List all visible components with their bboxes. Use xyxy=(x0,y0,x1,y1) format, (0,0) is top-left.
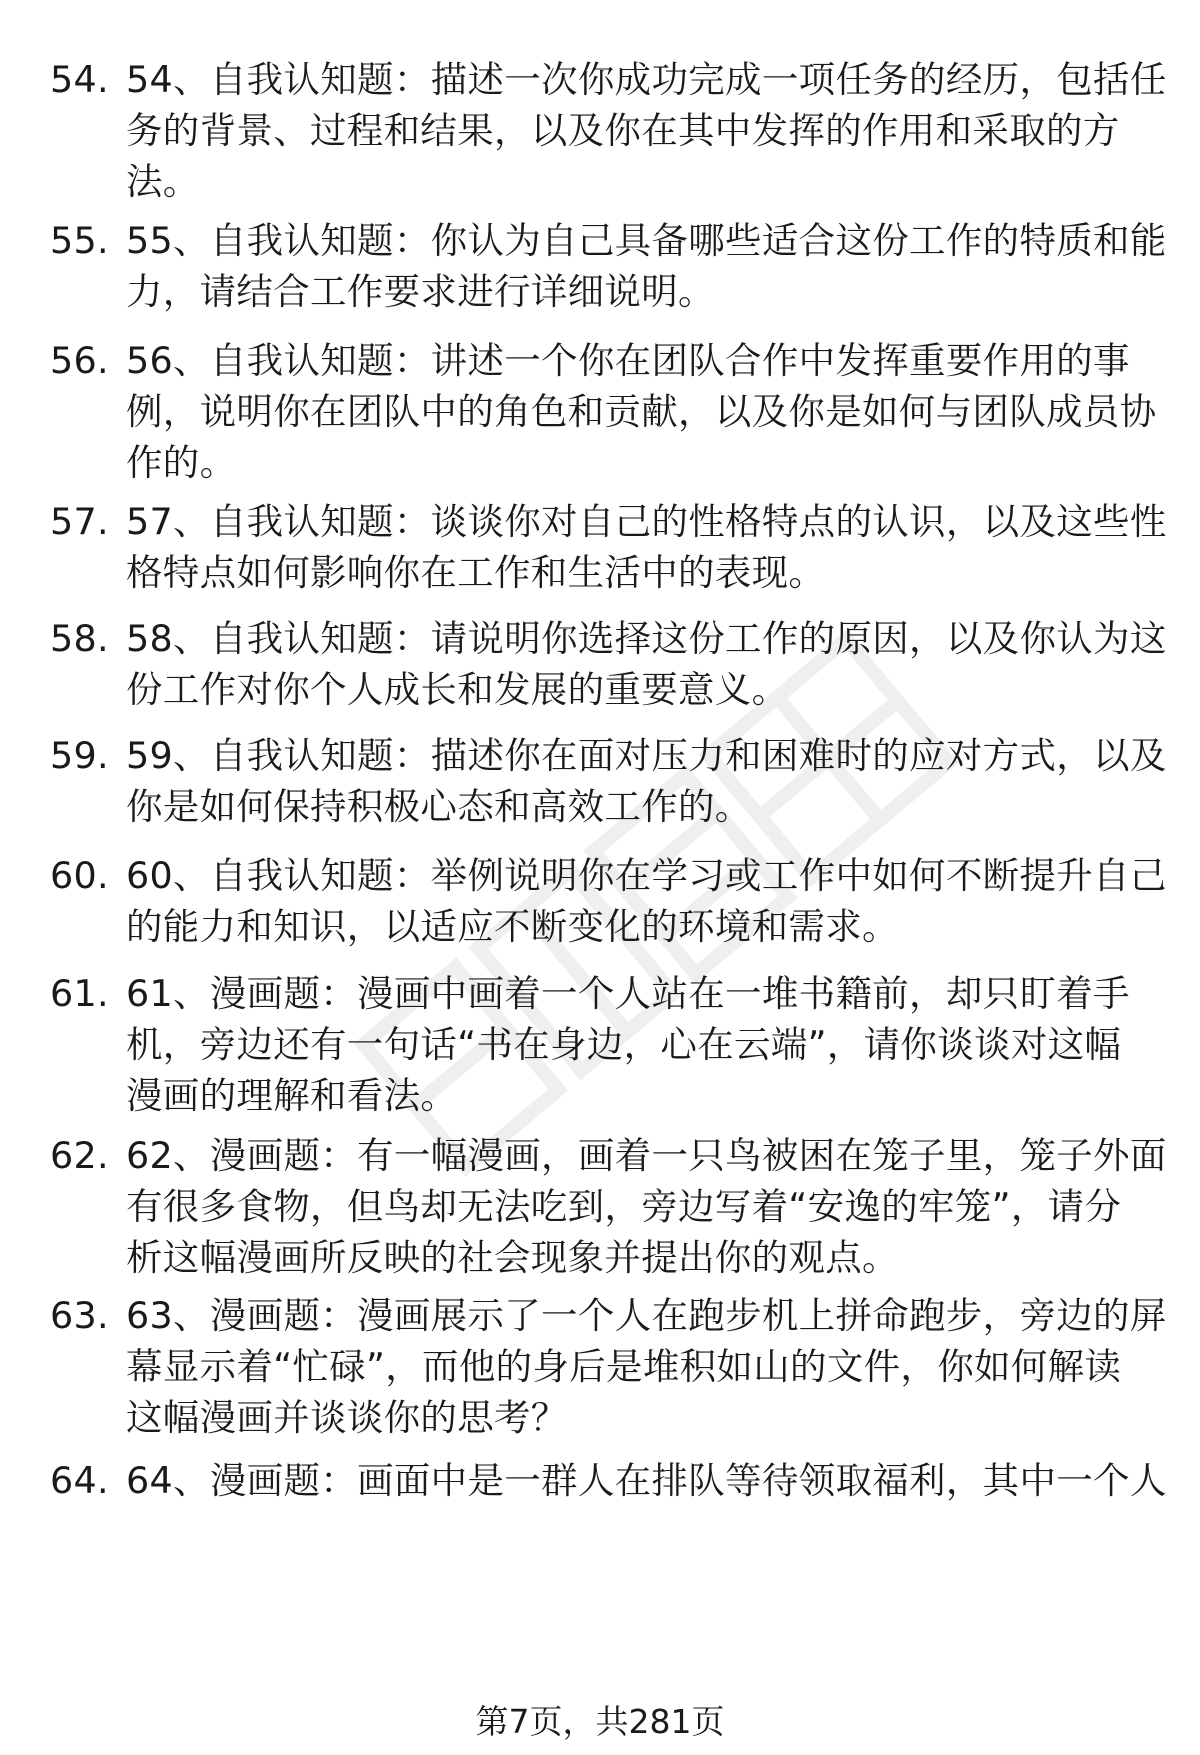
item-text: 56、自我认知题：讲述一个你在团队合作中发挥重要作用的事 例，说明你在团队中的角色和贡献，以及你是如何与团队成员协 作的。 xyxy=(126,339,1157,484)
item-number: 61. xyxy=(50,972,109,1015)
page-number-footer: 第7页，共281页 xyxy=(475,1702,725,1741)
item-number: 55. xyxy=(50,219,109,262)
item-text: 54、自我认知题：描述一次你成功完成一项任务的经历，包括任 务的背景、过程和结果，以及你在其中发挥的作用和采取的方 法。 xyxy=(126,58,1167,203)
item-text: 59、自我认知题：描述你在面对压力和困难时的应对方式，以及 你是如何保持积极心态和高效工作的。 xyxy=(126,734,1167,828)
item-text: 57、自我认知题：谈谈你对自己的性格特点的认识，以及这些性 格特点如何影响你在工作和生活中的表现。 xyxy=(126,500,1167,594)
item-number: 54. xyxy=(50,58,109,101)
item-text: 63、漫画题：漫画展示了一个人在跑步机上拼命跑步，旁边的屏 幕显示着“忙碌”，而他的身后是堆积如山的文件，你如何解读 这幅漫画并谈谈你的思考？ xyxy=(126,1294,1167,1439)
item-text: 58、自我认知题：请说明你选择这份工作的原因，以及你认为这 份工作对你个人成长和发展的重要意义。 xyxy=(126,617,1167,711)
item-number: 63. xyxy=(50,1294,109,1337)
item-text: 61、漫画题：漫画中画着一个人站在一堆书籍前，却只盯着手 机，旁边还有一句话“书在身边，心在云端”，请你谈谈对这幅 漫画的理解和看法。 xyxy=(126,972,1130,1117)
item-text: 62、漫画题：有一幅漫画，画着一只鸟被困在笼子里，笼子外面 有很多食物，但鸟却无法吃到，旁边写着“安逸的牢笼”，请分 析这幅漫画所反映的社会现象并提出你的观点。 xyxy=(126,1134,1167,1279)
item-number: 58. xyxy=(50,617,109,660)
item-number: 57. xyxy=(50,500,109,543)
item-number: 62. xyxy=(50,1134,109,1177)
item-text: 60、自我认知题：举例说明你在学习或工作中如何不断提升自己 的能力和知识，以适应不断变化的环境和需求。 xyxy=(126,854,1167,948)
item-text: 55、自我认知题：你认为自己具备哪些适合这份工作的特质和能 力，请结合工作要求进行详细说明。 xyxy=(126,219,1167,313)
item-number: 59. xyxy=(50,734,109,777)
item-number: 64. xyxy=(50,1459,109,1502)
item-text: 64、漫画题：画面中是一群人在排队等待领取福利，其中一个人 xyxy=(126,1459,1167,1502)
item-number: 56. xyxy=(50,339,109,382)
item-number: 60. xyxy=(50,854,109,897)
